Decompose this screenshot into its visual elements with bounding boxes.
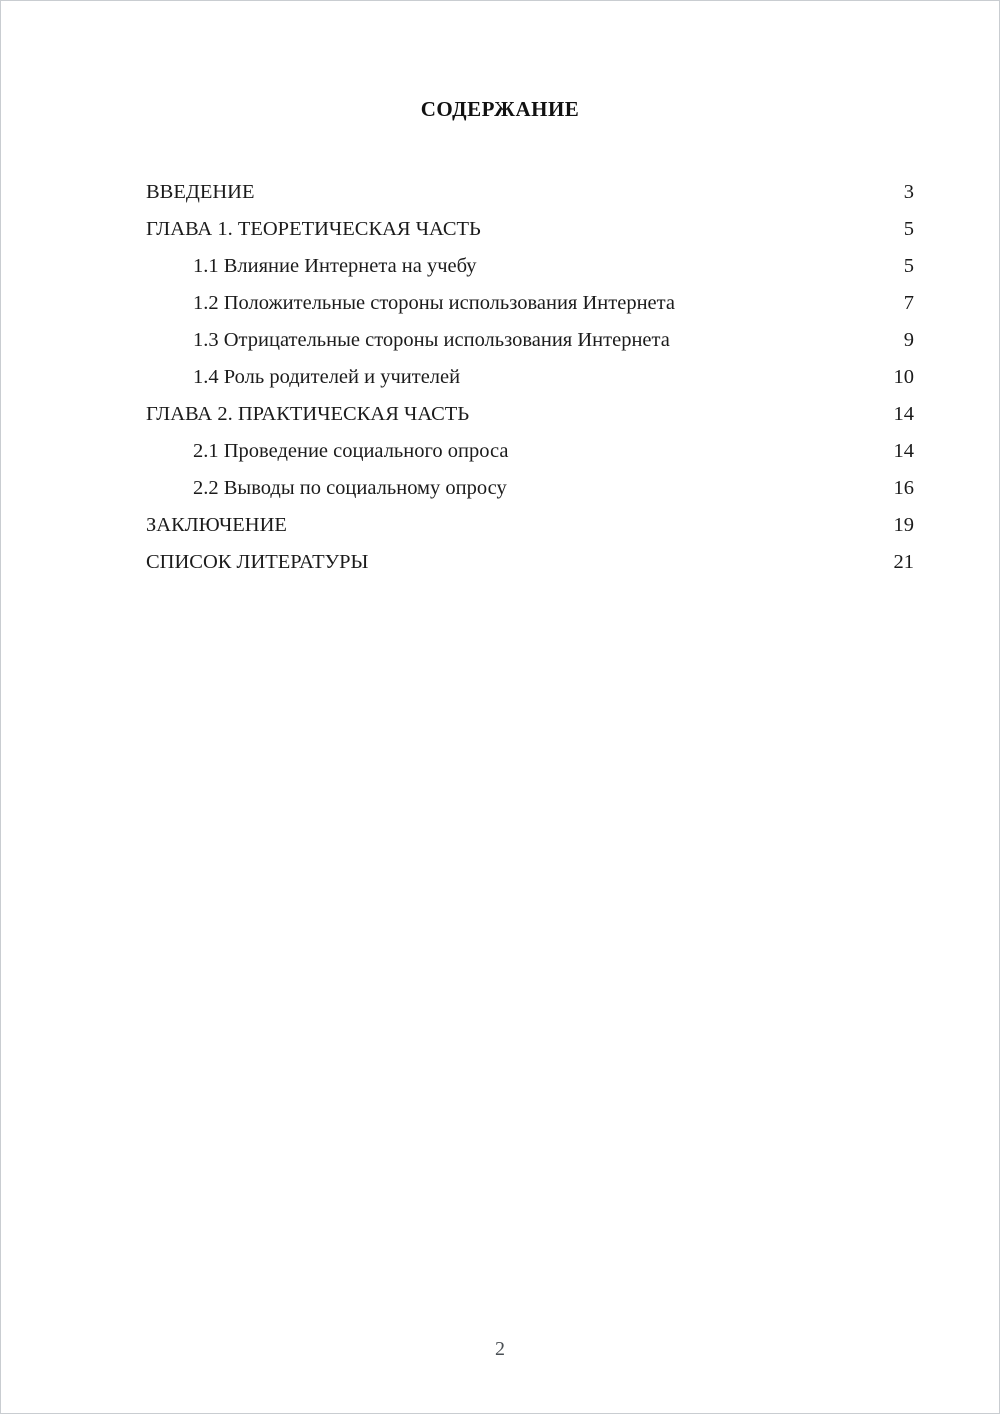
toc-entry-label: 1.4 Роль родителей и учителей (193, 366, 461, 388)
toc-row (146, 359, 914, 396)
toc-row (146, 322, 914, 359)
toc-entry-label: ВВЕДЕНИЕ (146, 181, 255, 203)
table-of-contents (146, 174, 914, 581)
toc-entry-label: 1.1 Влияние Интернета на учебу (193, 255, 477, 277)
toc-entry-label: 2.2 Выводы по социальному опросу (193, 477, 507, 499)
toc-entry-label: ЗАКЛЮЧЕНИЕ (146, 514, 287, 536)
toc-row (146, 174, 914, 211)
toc-entry-label: 2.1 Проведение социального опроса (193, 440, 509, 462)
toc-row (146, 396, 914, 433)
toc-entry-page: 21 (893, 551, 914, 573)
toc-entry-page: 9 (903, 329, 914, 351)
footer-page-number: 2 (495, 1338, 505, 1360)
toc-entry-page: 14 (893, 440, 914, 462)
toc-entry-label: ГЛАВА 2. ПРАКТИЧЕСКАЯ ЧАСТЬ (146, 403, 470, 425)
toc-entry-page: 7 (903, 292, 914, 314)
toc-entry-page: 5 (903, 218, 914, 240)
toc-row (146, 470, 914, 507)
toc-row (146, 211, 914, 248)
toc-row (146, 433, 914, 470)
toc-entry-label: ГЛАВА 1. ТЕОРЕТИЧЕСКАЯ ЧАСТЬ (146, 218, 481, 240)
toc-entry-label: 1.3 Отрицательные стороны использования Интернета (193, 329, 670, 351)
toc-row (146, 507, 914, 544)
toc-row (146, 285, 914, 322)
toc-entry-page: 5 (903, 255, 914, 277)
toc-entry-label: 1.2 Положительные стороны использования Интернета (193, 292, 675, 314)
toc-entry-page: 10 (893, 366, 914, 388)
toc-row (146, 248, 914, 285)
toc-entry-page: 14 (893, 403, 914, 425)
toc-entry-label: СПИСОК ЛИТЕРАТУРЫ (146, 551, 369, 573)
toc-row (146, 544, 914, 581)
toc-entry-page: 16 (893, 477, 914, 499)
toc-entry-page: 19 (893, 514, 914, 536)
page-title: СОДЕРЖАНИЕ (420, 97, 580, 121)
toc-entry-page: 3 (903, 181, 914, 203)
